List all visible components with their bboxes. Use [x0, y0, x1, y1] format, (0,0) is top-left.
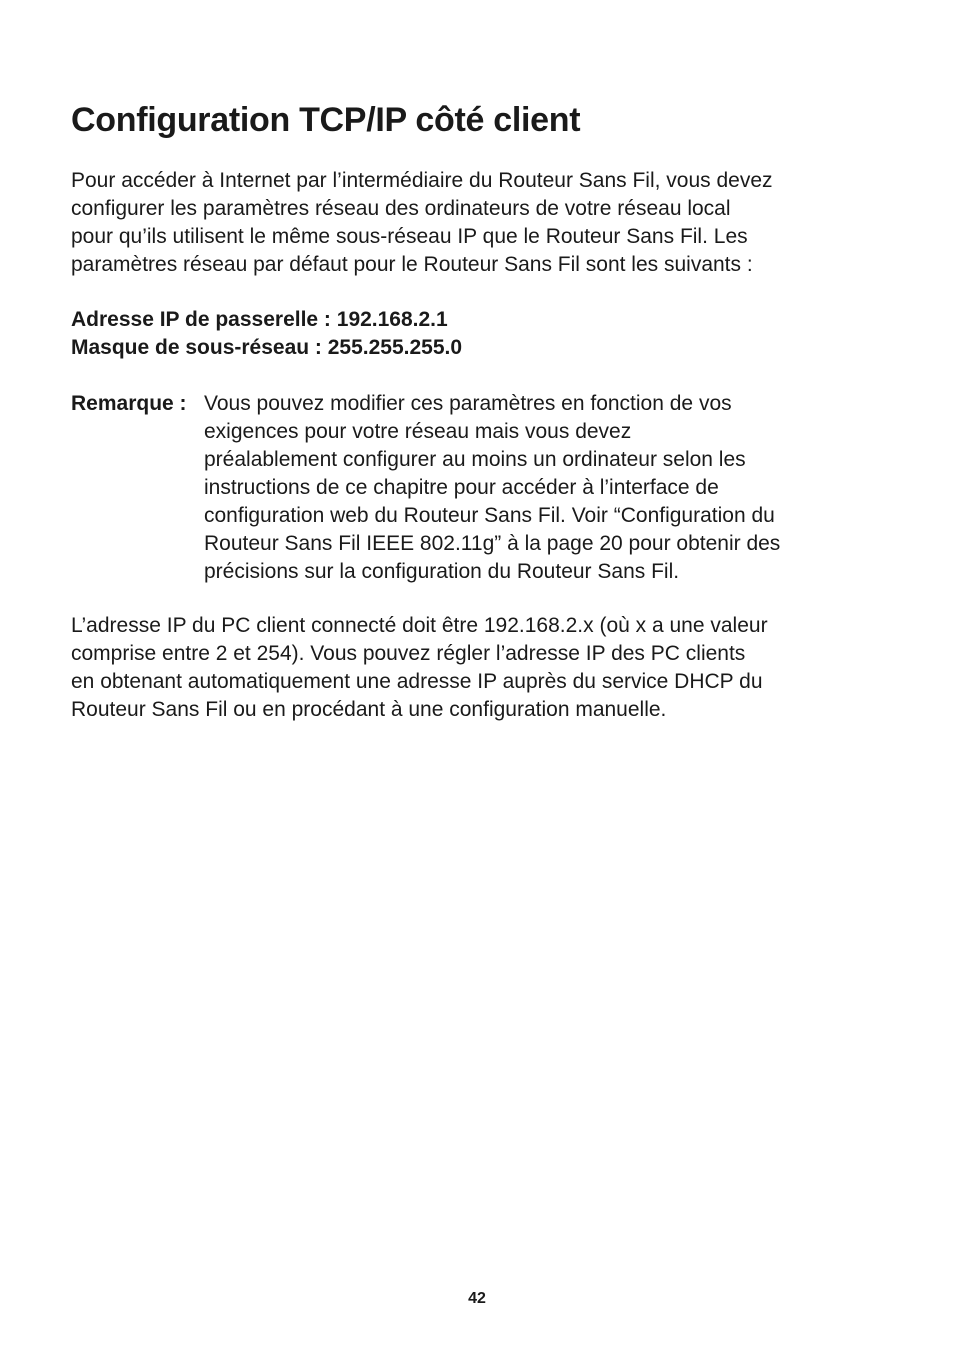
client-ip-paragraph — [71, 612, 768, 724]
note-line: Vous pouvez modifier ces paramètres en fonction de vos — [204, 392, 732, 415]
note-line: instructions de ce chapitre pour accéder à l’interface de — [204, 476, 719, 499]
default-settings — [71, 306, 462, 362]
note-line: configuration web du Routeur Sans Fil. Voir “Configuration du — [204, 504, 775, 527]
intro-line: configurer les paramètres réseau des ordinateurs de votre réseau local — [71, 197, 731, 220]
note-line: précisions sur la configuration du Routeur Sans Fil. — [204, 560, 680, 583]
note-line: préalablement configurer au moins un ordinateur selon les — [204, 448, 746, 471]
outro-line: L’adresse IP du PC client connecté doit être 192.168.2.x (où x a une valeur — [71, 614, 768, 637]
outro-line: Routeur Sans Fil ou en procédant à une configuration manuelle. — [71, 698, 667, 721]
outro-line: comprise entre 2 et 254). Vous pouvez régler l’adresse IP des PC clients — [71, 642, 746, 665]
page-number: 42 — [468, 1290, 486, 1307]
subnet-mask: Masque de sous-réseau : 255.255.255.0 — [71, 336, 463, 359]
intro-line: pour qu’ils utilisent le même sous-réseau IP que le Routeur Sans Fil. Les — [71, 225, 748, 248]
gateway-address: Adresse IP de passerelle : 192.168.2.1 — [71, 308, 448, 331]
note-body — [204, 390, 780, 586]
outro-line: en obtenant automatiquement une adresse IP auprès du service DHCP du — [71, 670, 763, 693]
note-line: Routeur Sans Fil IEEE 802.11g” à la page 20 pour obtenir des — [204, 532, 781, 555]
intro-line: Pour accéder à Internet par l’intermédiaire du Routeur Sans Fil, vous devez — [71, 169, 773, 192]
note-label: Remarque : — [71, 392, 187, 415]
note-line: exigences pour votre réseau mais vous devez — [204, 420, 632, 443]
intro-paragraph — [71, 167, 773, 279]
intro-line: paramètres réseau par défaut pour le Routeur Sans Fil sont les suivants : — [71, 253, 753, 276]
page-title: Configuration TCP/IP côté client — [71, 101, 581, 139]
